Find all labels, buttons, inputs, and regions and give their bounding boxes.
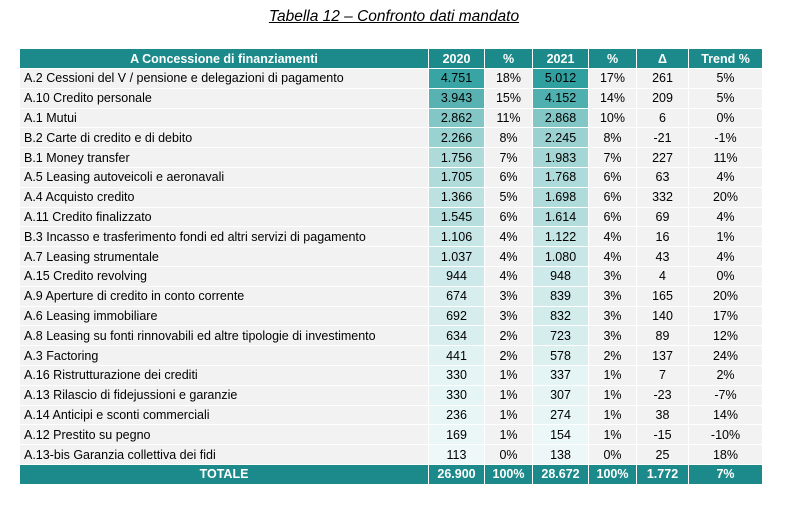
row-cell: 1% bbox=[485, 385, 533, 405]
row-cell: 944 bbox=[429, 266, 485, 286]
row-label: A.2 Cessioni del V / pensione e delegazioni di pagamento bbox=[20, 69, 429, 89]
row-cell: 1.080 bbox=[533, 247, 589, 267]
total-cell: 100% bbox=[589, 464, 637, 484]
table-title: Tabella 12 – Confronto dati mandato bbox=[268, 8, 520, 25]
row-cell: 1.705 bbox=[429, 167, 485, 187]
row-cell: -1% bbox=[689, 128, 763, 148]
row-cell: 6% bbox=[589, 167, 637, 187]
table-row bbox=[20, 286, 763, 306]
table-row bbox=[20, 207, 763, 227]
row-cell: 3% bbox=[589, 326, 637, 346]
header-row bbox=[20, 49, 763, 69]
row-cell: 5.012 bbox=[533, 69, 589, 89]
row-cell: 1.106 bbox=[429, 227, 485, 247]
row-label: A.4 Acquisto credito bbox=[20, 187, 429, 207]
row-cell: 1.545 bbox=[429, 207, 485, 227]
row-cell: 2% bbox=[485, 346, 533, 366]
row-cell: 441 bbox=[429, 346, 485, 366]
table-row bbox=[20, 108, 763, 128]
row-label: A.6 Leasing immobiliare bbox=[20, 306, 429, 326]
table-row bbox=[20, 326, 763, 346]
table-row bbox=[20, 306, 763, 326]
row-cell: 1% bbox=[589, 385, 637, 405]
row-label: A.1 Mutui bbox=[20, 108, 429, 128]
row-cell: 1.037 bbox=[429, 247, 485, 267]
table-row bbox=[20, 227, 763, 247]
table-row bbox=[20, 187, 763, 207]
row-cell: 4% bbox=[589, 247, 637, 267]
row-cell: 138 bbox=[533, 445, 589, 465]
row-cell: 1.768 bbox=[533, 167, 589, 187]
row-cell: 113 bbox=[429, 445, 485, 465]
row-cell: 1% bbox=[485, 425, 533, 445]
table-row bbox=[20, 128, 763, 148]
table-row bbox=[20, 365, 763, 385]
header-cell: % bbox=[589, 49, 637, 69]
table-row bbox=[20, 266, 763, 286]
row-cell: 24% bbox=[689, 346, 763, 366]
total-cell: TOTALE bbox=[20, 464, 429, 484]
row-cell: 3% bbox=[589, 286, 637, 306]
row-label: A.12 Prestito su pegno bbox=[20, 425, 429, 445]
row-cell: 8% bbox=[485, 128, 533, 148]
row-cell: 4% bbox=[689, 207, 763, 227]
table-row bbox=[20, 346, 763, 366]
row-label: A.7 Leasing strumentale bbox=[20, 247, 429, 267]
row-cell: 3% bbox=[485, 306, 533, 326]
total-cell: 28.672 bbox=[533, 464, 589, 484]
row-cell: 5% bbox=[689, 69, 763, 89]
row-cell: 832 bbox=[533, 306, 589, 326]
row-label: A.16 Ristrutturazione dei crediti bbox=[20, 365, 429, 385]
row-cell: 634 bbox=[429, 326, 485, 346]
row-cell: 3% bbox=[485, 286, 533, 306]
header-cell: Δ bbox=[637, 49, 689, 69]
row-cell: 4% bbox=[689, 247, 763, 267]
row-cell: 169 bbox=[429, 425, 485, 445]
row-cell: 2.266 bbox=[429, 128, 485, 148]
row-cell: 674 bbox=[429, 286, 485, 306]
row-cell: 18% bbox=[689, 445, 763, 465]
row-cell: 1.366 bbox=[429, 187, 485, 207]
row-label: A.14 Anticipi e sconti commerciali bbox=[20, 405, 429, 425]
table-row bbox=[20, 405, 763, 425]
row-cell: 0% bbox=[485, 445, 533, 465]
row-cell: 1% bbox=[589, 365, 637, 385]
row-cell: -23 bbox=[637, 385, 689, 405]
row-label: A.10 Credito personale bbox=[20, 88, 429, 108]
row-cell: 209 bbox=[637, 88, 689, 108]
row-cell: 0% bbox=[589, 445, 637, 465]
row-cell: 1% bbox=[589, 425, 637, 445]
row-cell: 578 bbox=[533, 346, 589, 366]
row-cell: 332 bbox=[637, 187, 689, 207]
row-cell: 692 bbox=[429, 306, 485, 326]
row-cell: 0% bbox=[689, 266, 763, 286]
row-cell: 227 bbox=[637, 148, 689, 168]
header-cell: A Concessione di finanziamenti bbox=[20, 49, 429, 69]
table-row bbox=[20, 425, 763, 445]
total-cell: 26.900 bbox=[429, 464, 485, 484]
row-label: A.13 Rilascio di fidejussioni e garanzie bbox=[20, 385, 429, 405]
total-cell: 100% bbox=[485, 464, 533, 484]
row-cell: 261 bbox=[637, 69, 689, 89]
row-cell: 2% bbox=[485, 326, 533, 346]
row-cell: 3% bbox=[589, 266, 637, 286]
table-row bbox=[20, 88, 763, 108]
row-cell: 8% bbox=[589, 128, 637, 148]
row-cell: 5% bbox=[485, 187, 533, 207]
row-cell: 16 bbox=[637, 227, 689, 247]
row-cell: 18% bbox=[485, 69, 533, 89]
row-label: A.3 Factoring bbox=[20, 346, 429, 366]
row-cell: 17% bbox=[589, 69, 637, 89]
row-label: B.1 Money transfer bbox=[20, 148, 429, 168]
row-cell: 3% bbox=[589, 306, 637, 326]
table-row bbox=[20, 167, 763, 187]
row-cell: 11% bbox=[689, 148, 763, 168]
row-cell: 137 bbox=[637, 346, 689, 366]
table-row bbox=[20, 445, 763, 465]
row-cell: 2.868 bbox=[533, 108, 589, 128]
row-cell: 11% bbox=[485, 108, 533, 128]
total-cell: 7% bbox=[689, 464, 763, 484]
row-label: B.2 Carte di credito e di debito bbox=[20, 128, 429, 148]
row-cell: 3.943 bbox=[429, 88, 485, 108]
row-cell: 2% bbox=[589, 346, 637, 366]
row-cell: 274 bbox=[533, 405, 589, 425]
row-cell: 330 bbox=[429, 365, 485, 385]
row-cell: 4.152 bbox=[533, 88, 589, 108]
row-cell: 6% bbox=[485, 167, 533, 187]
row-cell: 4% bbox=[485, 247, 533, 267]
row-label: A.8 Leasing su fonti rinnovabili ed altre tipologie di investimento bbox=[20, 326, 429, 346]
row-cell: 7 bbox=[637, 365, 689, 385]
row-cell: 307 bbox=[533, 385, 589, 405]
row-cell: 7% bbox=[589, 148, 637, 168]
row-cell: 4% bbox=[589, 227, 637, 247]
row-cell: 12% bbox=[689, 326, 763, 346]
row-cell: 4% bbox=[485, 266, 533, 286]
row-cell: 5% bbox=[689, 88, 763, 108]
row-cell: 14% bbox=[689, 405, 763, 425]
row-cell: 17% bbox=[689, 306, 763, 326]
row-cell: 723 bbox=[533, 326, 589, 346]
total-row bbox=[20, 464, 763, 484]
row-cell: 165 bbox=[637, 286, 689, 306]
row-cell: 1.698 bbox=[533, 187, 589, 207]
header-cell: 2020 bbox=[429, 49, 485, 69]
row-cell: -15 bbox=[637, 425, 689, 445]
row-label: A.13-bis Garanzia collettiva dei fidi bbox=[20, 445, 429, 465]
row-label: A.11 Credito finalizzato bbox=[20, 207, 429, 227]
row-cell: 63 bbox=[637, 167, 689, 187]
row-cell: 1.756 bbox=[429, 148, 485, 168]
row-cell: 15% bbox=[485, 88, 533, 108]
row-cell: 0% bbox=[689, 108, 763, 128]
row-cell: 38 bbox=[637, 405, 689, 425]
row-cell: 4% bbox=[689, 167, 763, 187]
data-table bbox=[19, 48, 763, 485]
row-cell: 1% bbox=[485, 405, 533, 425]
row-cell: 1% bbox=[589, 405, 637, 425]
table-row bbox=[20, 247, 763, 267]
row-cell: 140 bbox=[637, 306, 689, 326]
row-cell: 337 bbox=[533, 365, 589, 385]
row-cell: 4 bbox=[637, 266, 689, 286]
header-cell: % bbox=[485, 49, 533, 69]
total-cell: 1.772 bbox=[637, 464, 689, 484]
row-cell: 25 bbox=[637, 445, 689, 465]
row-label: A.5 Leasing autoveicoli e aeronavali bbox=[20, 167, 429, 187]
row-cell: 6 bbox=[637, 108, 689, 128]
header-cell: Trend % bbox=[689, 49, 763, 69]
row-cell: -7% bbox=[689, 385, 763, 405]
row-cell: 1.983 bbox=[533, 148, 589, 168]
row-cell: 236 bbox=[429, 405, 485, 425]
row-label: A.9 Aperture di credito in conto corrente bbox=[20, 286, 429, 306]
header-cell: 2021 bbox=[533, 49, 589, 69]
row-label: B.3 Incasso e trasferimento fondi ed altri servizi di pagamento bbox=[20, 227, 429, 247]
row-cell: 6% bbox=[589, 187, 637, 207]
row-cell: 2.862 bbox=[429, 108, 485, 128]
row-cell: 6% bbox=[589, 207, 637, 227]
row-cell: -10% bbox=[689, 425, 763, 445]
row-cell: 89 bbox=[637, 326, 689, 346]
row-cell: 4% bbox=[485, 227, 533, 247]
row-cell: 1.614 bbox=[533, 207, 589, 227]
row-cell: 839 bbox=[533, 286, 589, 306]
row-cell: 154 bbox=[533, 425, 589, 445]
row-cell: 20% bbox=[689, 187, 763, 207]
row-cell: 6% bbox=[485, 207, 533, 227]
row-cell: 7% bbox=[485, 148, 533, 168]
row-cell: 1% bbox=[689, 227, 763, 247]
row-cell: -21 bbox=[637, 128, 689, 148]
row-cell: 43 bbox=[637, 247, 689, 267]
row-cell: 10% bbox=[589, 108, 637, 128]
row-cell: 1.122 bbox=[533, 227, 589, 247]
row-cell: 330 bbox=[429, 385, 485, 405]
row-cell: 14% bbox=[589, 88, 637, 108]
row-label: A.15 Credito revolving bbox=[20, 266, 429, 286]
table-row bbox=[20, 148, 763, 168]
row-cell: 69 bbox=[637, 207, 689, 227]
row-cell: 20% bbox=[689, 286, 763, 306]
row-cell: 948 bbox=[533, 266, 589, 286]
table-row bbox=[20, 385, 763, 405]
table-row bbox=[20, 69, 763, 89]
row-cell: 4.751 bbox=[429, 69, 485, 89]
row-cell: 2% bbox=[689, 365, 763, 385]
row-cell: 1% bbox=[485, 365, 533, 385]
row-cell: 2.245 bbox=[533, 128, 589, 148]
